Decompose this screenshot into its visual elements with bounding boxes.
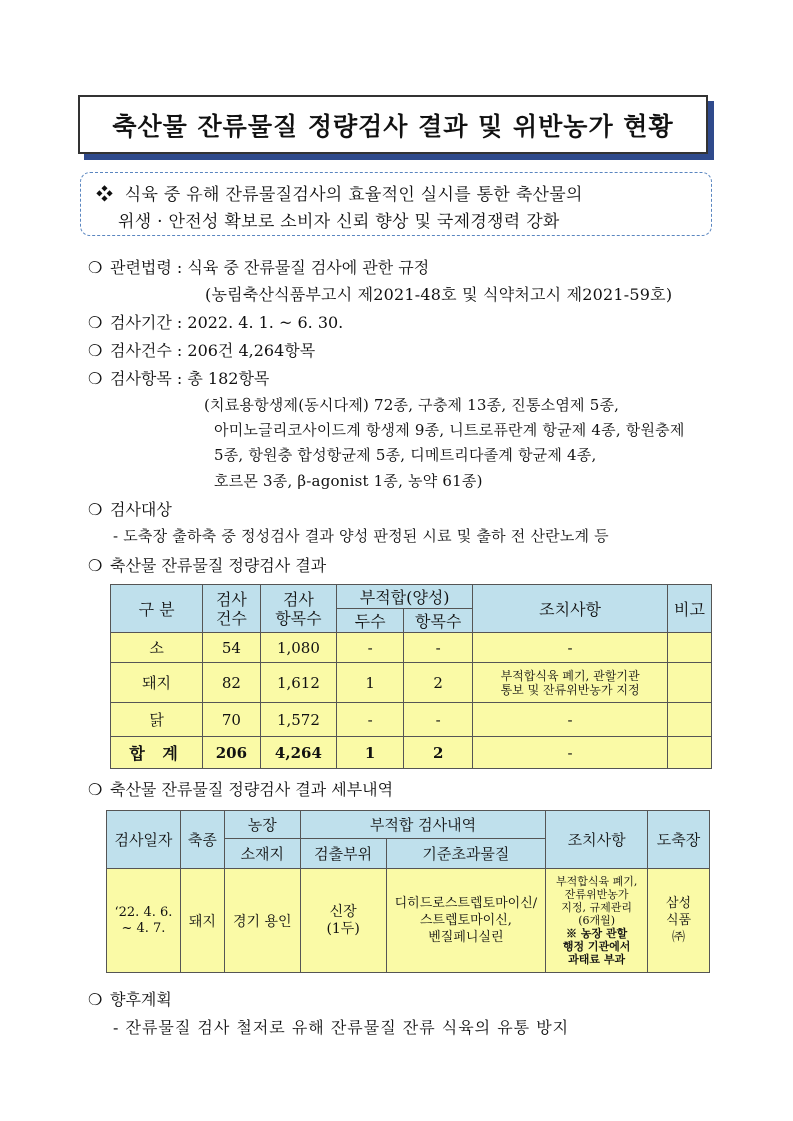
circle-bullet-icon: ❍ (88, 990, 103, 1009)
cell-note (667, 703, 711, 737)
total-item-count: 2 (404, 737, 473, 769)
scope-line (88, 366, 269, 389)
target-text: 검사대상 (110, 500, 172, 519)
plan-line (88, 987, 172, 1010)
cell-action (546, 869, 648, 973)
scope-detail-1: (치료용항생제(동시다제) 72종, 구충제 13종, 진통소염제 5종, (204, 396, 620, 414)
summary-text-2: 위생 · 안전성 확보로 소비자 신뢰 향상 및 국제경쟁력 강화 (118, 212, 560, 232)
cell-slaughter: 삼성 식품 ㈜ (648, 869, 710, 973)
result-table (110, 584, 712, 769)
cell-species: 돼지 (180, 869, 224, 973)
diamond-bullet-icon: ❖ (96, 185, 114, 205)
header-slaughter: 도축장 (648, 811, 710, 869)
table-row (107, 869, 710, 973)
circle-bullet-icon: ❍ (88, 500, 103, 519)
scope-detail-3: 5종, 항원충 합성항균제 5종, 디메트리다졸계 항균제 4종, (214, 446, 597, 464)
table-row (111, 633, 712, 663)
header-part: 검출부위 (300, 839, 386, 869)
result-text: 축산물 잔류물질 정량검사 결과 (110, 556, 327, 575)
total-heads: 1 (337, 737, 404, 769)
total-cases: 206 (203, 737, 261, 769)
header-action: 조치사항 (546, 811, 648, 869)
total-note (667, 737, 711, 769)
scope-detail-2: 아미노글리코사이드계 항생제 9종, 니트로퓨란계 항균제 4종, 항원충제 (214, 421, 685, 439)
cell-category: 닭 (111, 703, 203, 737)
cell-action: 부적합식육 폐기, 관할기관 통보 및 잔류위반농가 지정 (473, 663, 668, 703)
cell-cases: 70 (203, 703, 261, 737)
target-sub-text: - 도축장 출하축 중 정성검사 결과 양성 판정된 시료 및 출하 전 산란노계 등 (113, 527, 609, 545)
header-species: 축종 (180, 811, 224, 869)
header-substance: 기준초과물질 (386, 839, 546, 869)
total-row (111, 737, 712, 769)
law-text: 관련법령 : 식육 중 잔류물질 검사에 관한 규정 (110, 258, 430, 277)
cell-date: ‘22. 4. 6. ~ 4. 7. (107, 869, 181, 973)
header-category: 구 분 (111, 585, 203, 633)
table-row (111, 703, 712, 737)
cell-heads: - (337, 633, 404, 663)
period-text: 검사기간 : 2022. 4. 1. ~ 6. 30. (110, 313, 344, 332)
detail-line (88, 777, 393, 800)
header-items: 검사 항목수 (260, 585, 336, 633)
circle-bullet-icon: ❍ (88, 341, 103, 360)
circle-bullet-icon: ❍ (88, 258, 103, 277)
cell-item-count: - (404, 703, 473, 737)
scope-text: 검사항목 : 총 182항목 (110, 369, 270, 388)
header-item-count: 항목수 (404, 609, 473, 633)
total-items: 4,264 (260, 737, 336, 769)
cell-category: 돼지 (111, 663, 203, 703)
cell-note (667, 663, 711, 703)
total-action: - (473, 737, 668, 769)
detail-text: 축산물 잔류물질 정량검사 결과 세부내역 (110, 780, 394, 799)
result-line (88, 553, 326, 576)
target-line (88, 497, 172, 520)
header-date: 검사일자 (107, 811, 181, 869)
summary-text-1: 식육 중 유해 잔류물질검사의 효율적인 실시를 통한 축산물의 (124, 185, 583, 205)
summary-line-1 (96, 180, 583, 205)
header-cases: 검사 건수 (203, 585, 261, 633)
cell-cases: 54 (203, 633, 261, 663)
header-detail: 부적합 검사내역 (300, 811, 546, 839)
circle-bullet-icon: ❍ (88, 313, 103, 332)
cell-heads: 1 (337, 663, 404, 703)
header-note: 비고 (667, 585, 711, 633)
law-line (88, 255, 429, 278)
plan-sub-text: - 잔류물질 검사 철저로 유해 잔류물질 잔류 식육의 유통 방지 (113, 1018, 570, 1037)
action-text: 부적합식육 폐기, 잔류위반농가 지정, 규제관리 (6개월) (555, 875, 638, 927)
cell-action: - (473, 633, 668, 663)
header-farm: 농장 (224, 811, 300, 839)
cell-location: 경기 용인 (224, 869, 300, 973)
scope-detail-4: 호르몬 3종, β-agonist 1종, 농약 61종) (214, 472, 483, 490)
cell-items: 1,572 (260, 703, 336, 737)
cell-items: 1,612 (260, 663, 336, 703)
cell-substance: 디히드로스트렙토마이신/ 스트렙토마이신, 벤질페니실린 (386, 869, 546, 973)
cell-item-count: 2 (404, 663, 473, 703)
page-title: 축산물 잔류물질 정량검사 결과 및 위반농가 현황 (112, 111, 674, 141)
header-location: 소재지 (224, 839, 300, 869)
count-line (88, 338, 315, 361)
total-label: 합 계 (111, 737, 203, 769)
title-box (78, 95, 708, 154)
cell-action: - (473, 703, 668, 737)
period-line (88, 310, 343, 333)
header-heads: 두수 (337, 609, 404, 633)
cell-heads: - (337, 703, 404, 737)
plan-text: 향후계획 (110, 990, 172, 1009)
circle-bullet-icon: ❍ (88, 780, 103, 799)
cell-part: 신장 (1두) (300, 869, 386, 973)
cell-note (667, 633, 711, 663)
circle-bullet-icon: ❍ (88, 556, 103, 575)
cell-category: 소 (111, 633, 203, 663)
header-action: 조치사항 (473, 585, 668, 633)
action-penalty-text: ※ 농장 관할 행정 기관에서 과태료 부과 (562, 927, 631, 966)
cell-cases: 82 (203, 663, 261, 703)
detail-table (106, 810, 710, 973)
cell-items: 1,080 (260, 633, 336, 663)
header-nonconform: 부적합(양성) (337, 585, 473, 609)
cell-item-count: - (404, 633, 473, 663)
law-sub-text: (농림축산식품부고시 제2021-48호 및 식약처고시 제2021-59호) (205, 285, 673, 304)
count-text: 검사건수 : 206건 4,264항목 (110, 341, 316, 360)
table-row (111, 663, 712, 703)
circle-bullet-icon: ❍ (88, 369, 103, 388)
